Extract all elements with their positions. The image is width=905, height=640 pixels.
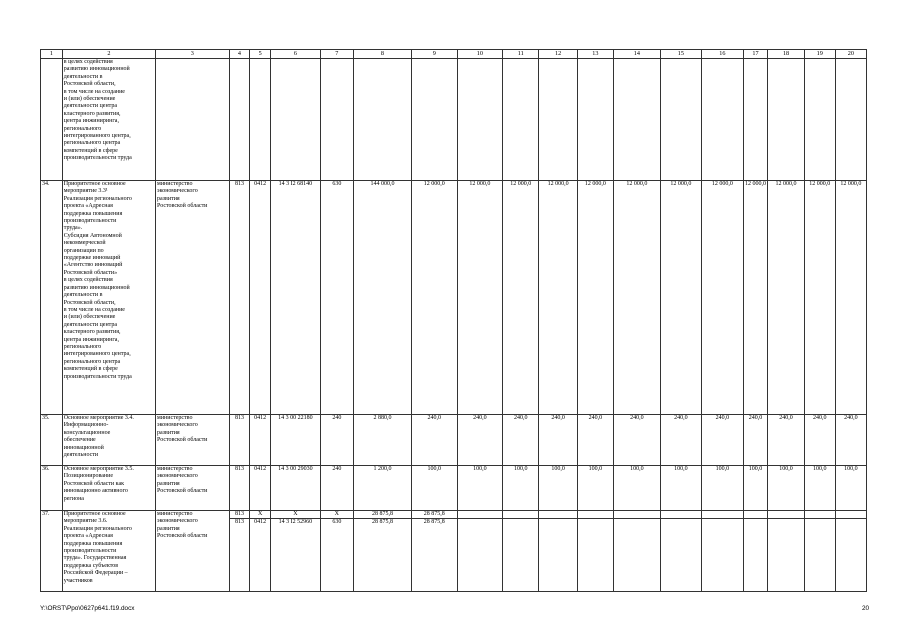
executor: министерство экономического развития Ростовской области [156,415,230,466]
activity-name: Приоритетное основное мероприятие 3.6. Реализация регионального проекта «Адресная поддержка повышения производительности труда». Государственная поддержка субъектов Российской Федерации – участников [62,511,155,592]
year-amount: 12 000,0 [411,181,457,415]
table-row [41,466,867,511]
column-header: 15 [660,50,701,59]
year-amount: 100,0 [660,466,701,511]
ministry-code: 813 [229,415,250,466]
column-header: 8 [353,50,411,59]
executor: министерство экономического развития Ростовской области [156,181,230,415]
year-amount: 240,0 [804,415,835,466]
year-amount: 100,0 [503,466,539,511]
column-header: 14 [614,50,661,59]
table-row [41,511,867,519]
section-code: 0412 [250,466,271,511]
year-amount: 100,0 [743,466,768,511]
column-header: 19 [804,50,835,59]
column-header: 6 [271,50,321,59]
year-amount: 12 000,0 [804,181,835,415]
target-article: 14 3 I2 52960 [271,519,321,592]
table-row [41,181,867,415]
table-row [41,415,867,466]
target-article: Х [271,511,321,519]
row-number: 35. [41,415,63,466]
year-amount: 240,0 [503,415,539,466]
expense-type: Х [320,511,353,519]
year-amount: 12 000,0 [835,181,866,415]
target-article: 14 3 00 22180 [271,415,321,466]
total-amount: 2 880,0 [353,415,411,466]
row-number: 37. [41,511,63,592]
year-amount: 240,0 [768,415,804,466]
column-header: 3 [156,50,230,59]
column-header: 5 [250,50,271,59]
activity-name: в целях содействия развитию инновационной деятельности в Ростовской области, в том числе на создание и (или) обеспечение деятельности центра кластерного развития, центра инжиниринга, регионального интегрированного центра, регионального центра компетенций в сфере производительности труда [62,59,155,181]
row-number: 34. [41,181,63,415]
column-header: 9 [411,50,457,59]
year-amount: 12 000,0 [768,181,804,415]
column-header: 4 [229,50,250,59]
column-header: 12 [539,50,577,59]
year-amount: 28 875,8 [411,511,457,519]
year-amount: 240,0 [835,415,866,466]
year-amount: 12 000,0 [457,181,503,415]
year-amount: 240,0 [702,415,743,466]
target-article: 14 3 00 29030 [271,466,321,511]
total-amount: 144 000,0 [353,181,411,415]
activity-name: Основное мероприятие 3.4. Информационно- консультационное обеспечение инновационной деятельности [62,415,155,466]
column-header: 20 [835,50,866,59]
column-header: 16 [702,50,743,59]
activity-name: Приоритетное основное мероприятие 3.3¹ Реализация регионального проекта «Адресная поддержка повышения производительности труда». Субсидия Автономной некоммерческой организации по поддержке инноваций «Агентство инноваций Ростовской области» в целях содействия развитию инновационной деятельности в Ростовской области, в том числе на создание и (или) обеспечение деятельности центра кластерного развития, центра инжиниринга, регионального интегрированного центра, регионального центра компетенций в сфере производительности труда [62,181,155,415]
executor: министерство экономического развития Ростовской области [156,511,230,592]
column-header: 7 [320,50,353,59]
total-amount: 28 875,8 [353,519,411,592]
target-article: 14 3 I2 68140 [271,181,321,415]
page-number: 20 [862,605,870,612]
column-header: 13 [577,50,613,59]
year-amount: 12 000,0 [702,181,743,415]
expense-type: 630 [320,519,353,592]
year-amount: 12 000,0 [503,181,539,415]
year-amount: 100,0 [804,466,835,511]
year-amount: 12 000,0 [614,181,661,415]
year-amount: 12 000,0 [539,181,577,415]
section-code: 0412 [250,181,271,415]
table-row-continuation [41,59,867,181]
row-number: 36. [41,466,63,511]
year-amount: 240,0 [614,415,661,466]
section-code: 0412 [250,415,271,466]
year-amount: 100,0 [614,466,661,511]
year-amount: 100,0 [457,466,503,511]
year-amount: 240,0 [577,415,613,466]
total-amount: 28 875,8 [353,511,411,519]
expense-type: 240 [320,466,353,511]
year-amount: 100,0 [539,466,577,511]
column-header: 18 [768,50,804,59]
column-header: 17 [743,50,768,59]
ministry-code: 813 [229,466,250,511]
year-amount: 240,0 [743,415,768,466]
year-amount: 100,0 [835,466,866,511]
year-amount: 12 000,0 [577,181,613,415]
year-amount: 240,0 [411,415,457,466]
year-amount: 100,0 [768,466,804,511]
year-amount: 12 000,0 [743,181,768,415]
expense-type: 240 [320,415,353,466]
row-number [41,59,63,181]
budget-table [40,49,867,592]
year-amount: 12 000,0 [660,181,701,415]
year-amount: 100,0 [577,466,613,511]
executor: министерство экономического развития Ростовской области [156,466,230,511]
column-header: 10 [457,50,503,59]
ministry-code: 813 [229,519,250,592]
column-header: 1 [41,50,63,59]
ministry-code: 813 [229,181,250,415]
section-code: 0412 [250,519,271,592]
year-amount: 240,0 [457,415,503,466]
column-header: 11 [503,50,539,59]
expense-type: 630 [320,181,353,415]
year-amount: 100,0 [411,466,457,511]
section-code: Х [250,511,271,519]
year-amount: 28 875,8 [411,519,457,592]
year-amount: 240,0 [539,415,577,466]
year-amount: 240,0 [660,415,701,466]
header-row [41,50,867,59]
activity-name: Основное мероприятие 3.5. Позиционирование Ростовской области как инновационно активного региона [62,466,155,511]
year-amount: 100,0 [702,466,743,511]
column-header: 2 [62,50,155,59]
ministry-code: 813 [229,511,250,519]
file-path: Y:\ORST\Ppo\0627p641.f19.docx [40,605,135,612]
total-amount: 1 200,0 [353,466,411,511]
